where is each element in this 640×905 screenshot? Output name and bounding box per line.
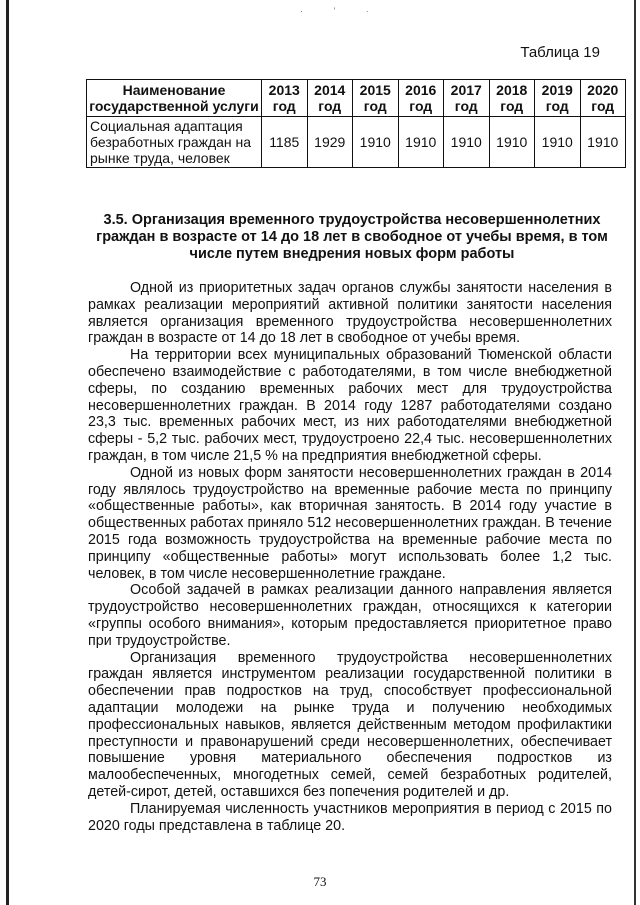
section-title: 3.5. Организация временного трудоустройства несовершеннолетних граждан в возрасте от 14 до 18 лет в свободное от учебы время, в том числе путем внедрения новых форм работы: [96, 212, 608, 262]
row-value: 1910: [398, 117, 444, 168]
header-year: 2017 год: [444, 80, 490, 117]
row-value: 1910: [489, 117, 535, 168]
paragraph: Одной из приоритетных задач органов службы занятости населения в рамках реализации мероприятий активной политики занятости населения является организация временного трудоустройства несовершеннолетних граждан в возрасте от 14 до 18 лет в свободное от учебы время.: [88, 280, 612, 347]
header-year: 2013 год: [262, 80, 308, 117]
table-label: Таблица 19: [520, 44, 600, 61]
header-year: 2015 год: [353, 80, 399, 117]
services-table: [86, 79, 626, 168]
row-value: 1910: [444, 117, 490, 168]
row-value: 1929: [307, 117, 353, 168]
paragraph: Организация временного трудоустройства несовершеннолетних граждан является инструментом реализации государственной политики в обеспечении прав подростков на труд, способствует профессиональной адаптации молодежи на рынке труда и получению необходимых профессиональных навыков, является действенным методом профилактики преступности и правонарушений среди несовершеннолетних, обеспечивает повышение уровня материального обеспечения подростков из малообеспеченных, многодетных семей, семей безработных родителей, детей-сирот, детей, оставшихся без попечения родителей и др.: [88, 649, 612, 800]
header-service-name: Наименование государственной услуги: [87, 80, 262, 117]
row-value: 1185: [262, 117, 308, 168]
scan-edge-left: [6, 0, 9, 905]
body-text: [88, 280, 612, 834]
header-year: 2019 год: [535, 80, 581, 117]
header-year: 2014 год: [307, 80, 353, 117]
paragraph: Одной из новых форм занятости несовершеннолетних граждан в 2014 году являлось трудоустройство на временные рабочие места по принципу «общественные работы», как вторичная занятость. В 2014 году участие в общественных работах приняло 512 несовершеннолетних граждан. В течение 2015 года возможность трудоустройства на временные рабочие места по принципу «общественные работы» могут использовать более 1,2 тыс. человек, в том числе несовершеннолетние граждане.: [88, 464, 612, 582]
paragraph: Особой задачей в рамках реализации данного направления является трудоустройство несовершеннолетних граждан, относящихся к категории «группы особого внимания», которым предоставляется приоритетное право при трудоустройстве.: [88, 582, 612, 649]
page-number: 73: [313, 874, 327, 889]
row-value: 1910: [353, 117, 399, 168]
paragraph: На территории всех муниципальных образований Тюменской области обеспечено взаимодействие с работодателями, в том числе внебюджетной сферы, по созданию временных рабочих мест для трудоустройства несовершеннолетних граждан. В 2014 году 1287 работодателями создано 23,3 тыс. временных рабочих мест, из них работодателями внебюджетной сферы - 5,2 тыс. рабочих мест, трудоустроено 22,4 тыс. несовершеннолетних граждан, в том числе 21,5 % на предприятия внебюджетной сферы.: [88, 347, 612, 464]
paragraph: Планируемая численность участников мероприятия в период с 2015 по 2020 годы представлена в таблице 20.: [88, 800, 612, 834]
scan-specks: · ' ·: [300, 6, 383, 16]
row-value: 1910: [535, 117, 581, 168]
scan-edge-right: [634, 0, 636, 905]
table-header-row: [87, 80, 626, 117]
header-year: 2020 год: [580, 80, 626, 117]
row-service-name: Социальная адаптация безработных граждан на рынке труда, человек: [87, 117, 262, 168]
header-year: 2018 год: [489, 80, 535, 117]
header-year: 2016 год: [398, 80, 444, 117]
row-value: 1910: [580, 117, 626, 168]
table-row: [87, 117, 626, 168]
